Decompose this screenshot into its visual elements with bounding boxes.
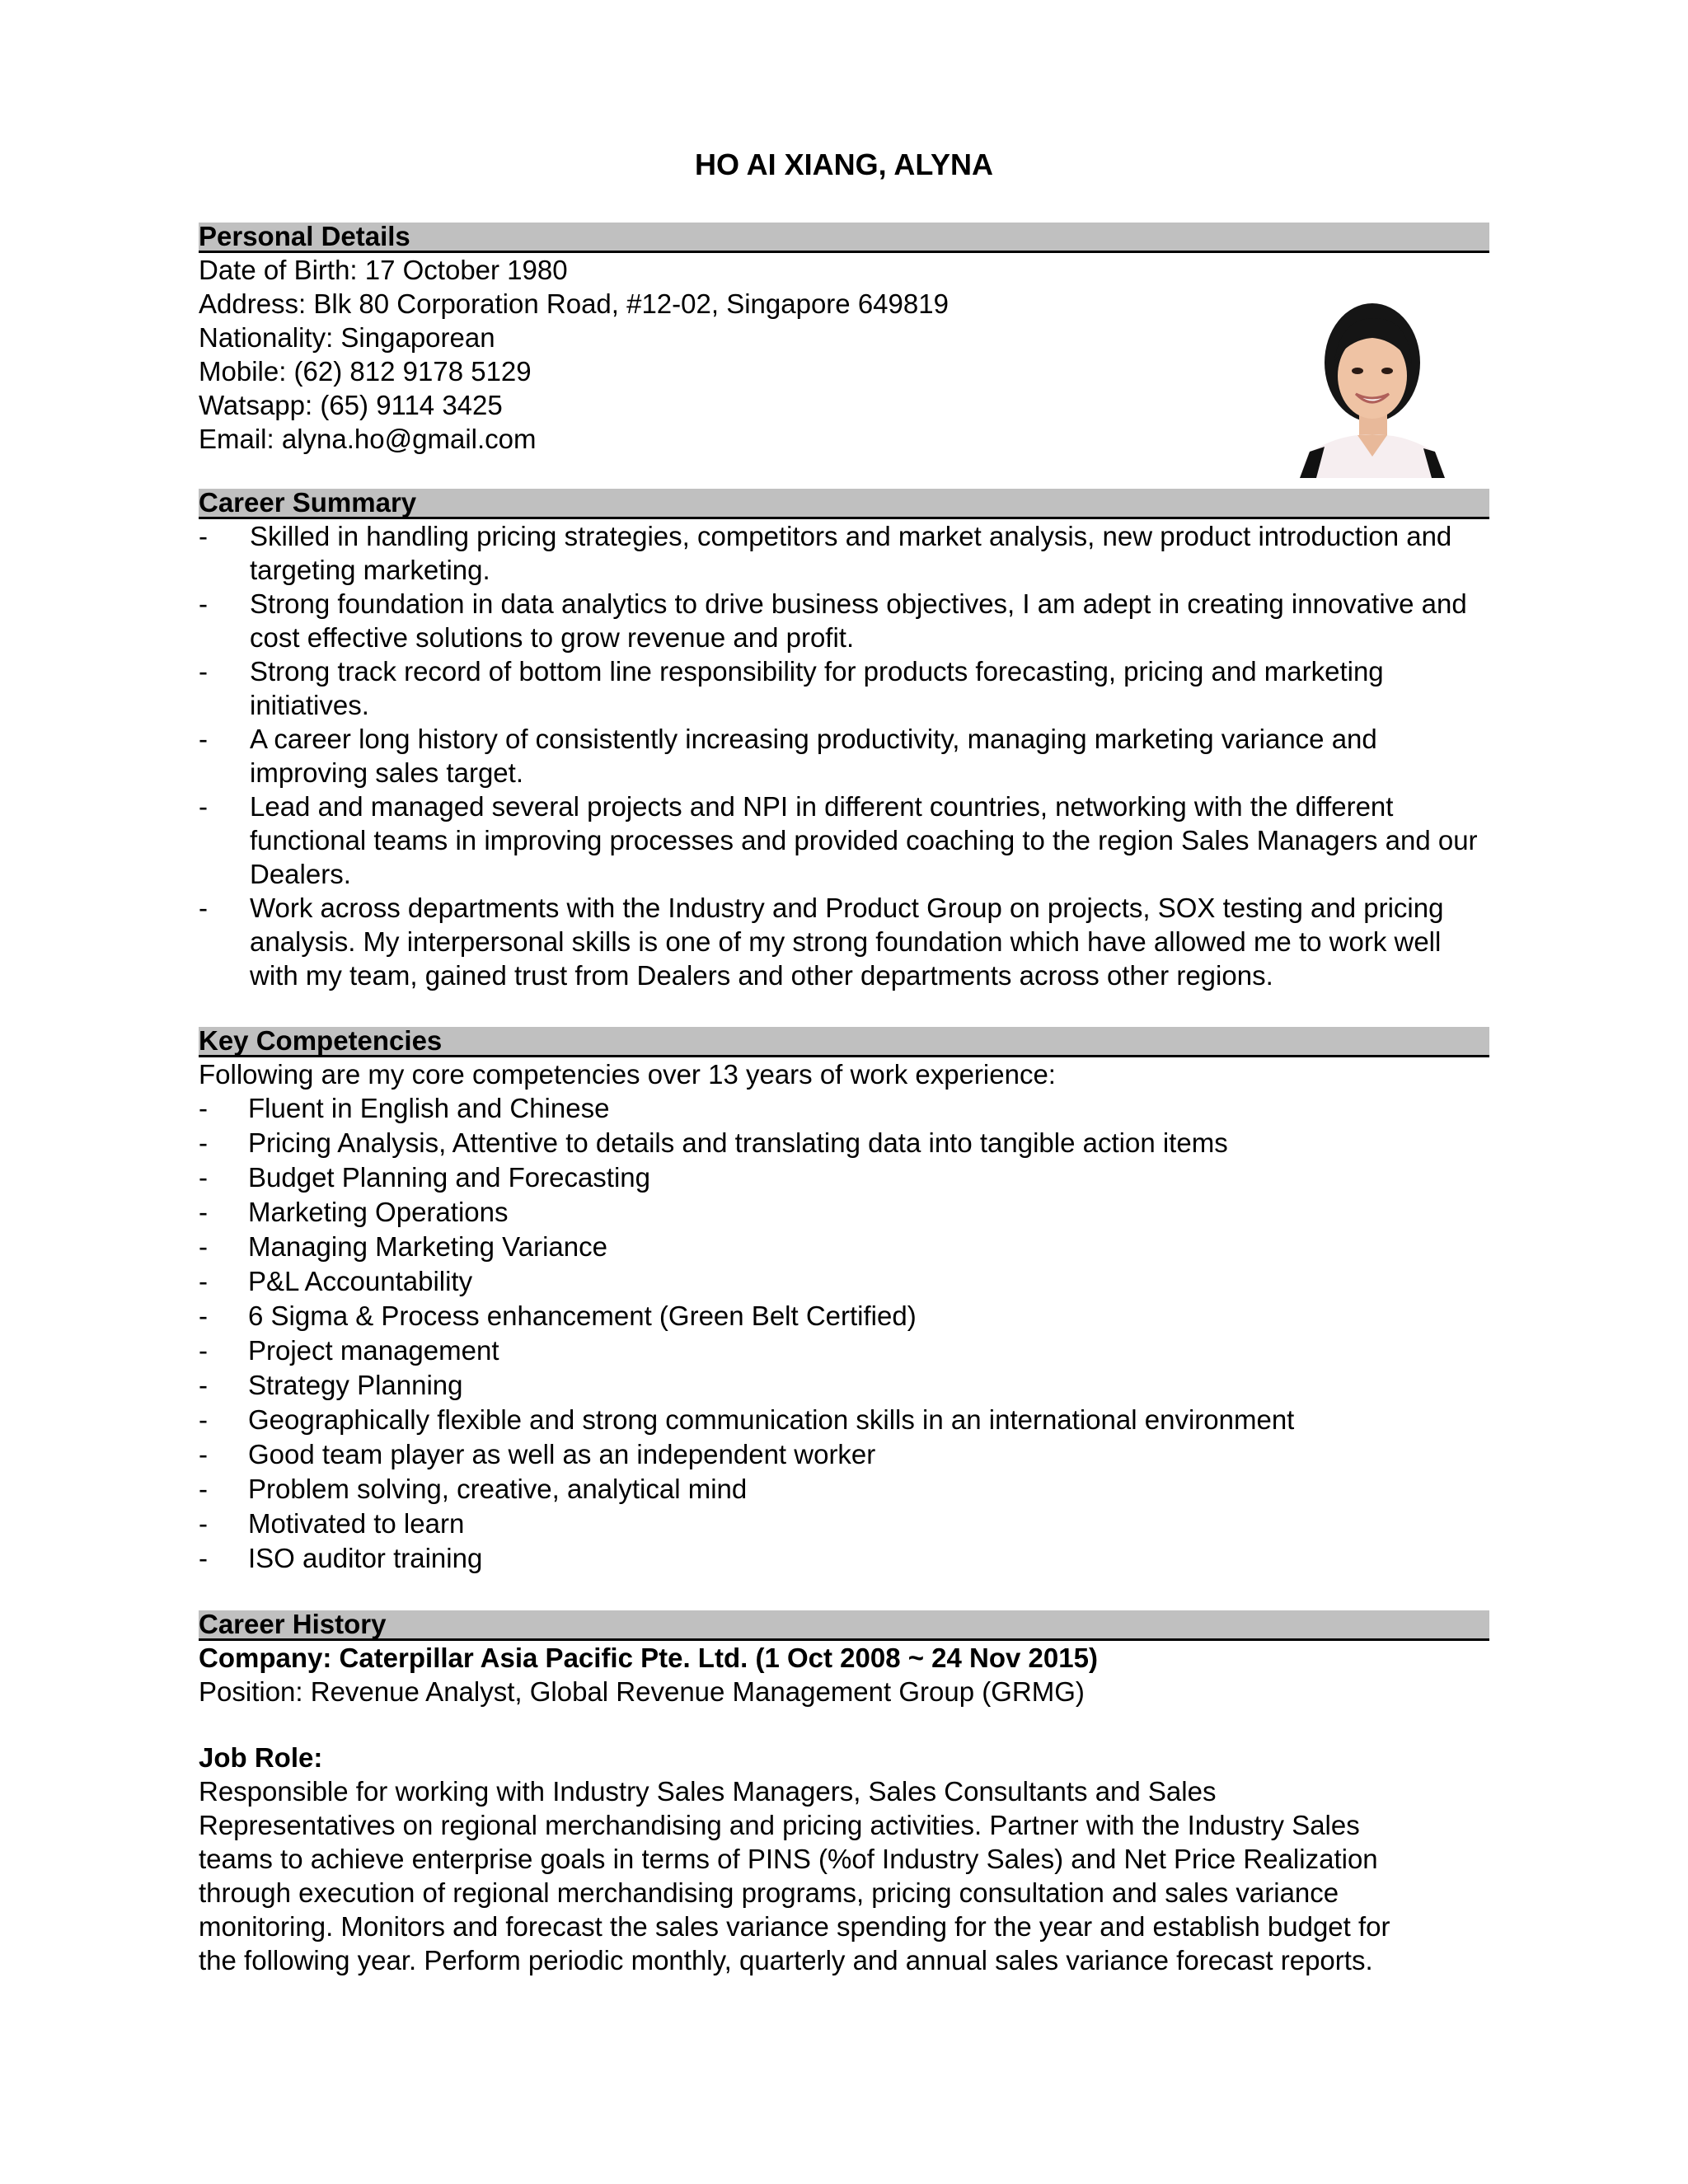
list-item: - ISO auditor training bbox=[199, 1543, 483, 1573]
candidate-name: HO AI XIANG, ALYNA bbox=[694, 148, 994, 181]
job-role-line: through execution of regional merchandising programs, pricing consultation and sales variance bbox=[199, 1877, 1339, 1908]
job-role-line: teams to achieve enterprise goals in terms of PINS (%of Industry Sales) and Net Price Realization bbox=[199, 1844, 1378, 1874]
job-role-line: the following year. Perform periodic monthly, quarterly and annual sales variance forecast reports. bbox=[199, 1945, 1373, 1975]
list-item: - Problem solving, creative, analytical mind bbox=[199, 1474, 748, 1504]
job-role-line: monitoring. Monitors and forecast the sales variance spending for the year and establish budget for bbox=[199, 1911, 1390, 1942]
company-line: Company: Caterpillar Asia Pacific Pte. Ltd. (1 Oct 2008 ~ 24 Nov 2015) bbox=[199, 1643, 1098, 1673]
list-item: - Fluent in English and Chinese bbox=[199, 1093, 610, 1123]
job-role-line: Responsible for working with Industry Sales Managers, Sales Consultants and Sales bbox=[199, 1776, 1217, 1807]
section-heading-personal: Personal Details bbox=[199, 223, 1489, 253]
list-item: - Work across departments with the Industry and Product Group on projects, SOX testing and pricing analysis. My interpersonal skills is one of my strong foundation which have allowed me to work well with my team, gained trust from Dealers and other departments across other regions. bbox=[199, 893, 1444, 991]
key-competencies-section bbox=[199, 1027, 1489, 1576]
list-item: - Skilled in handling pricing strategies, competitors and market analysis, new product introduction and targeting marketing. bbox=[199, 521, 1452, 585]
career-summary-section bbox=[199, 489, 1489, 992]
list-item: - 6 Sigma & Process enhancement (Green Belt Certified) bbox=[199, 1301, 917, 1331]
list-item: - A career long history of consistently increasing productivity, managing marketing variance and improving sales target. bbox=[199, 724, 1377, 788]
list-item: - P&L Accountability bbox=[199, 1266, 473, 1296]
list-item: - Budget Planning and Forecasting bbox=[199, 1162, 651, 1193]
nationality-line: Nationality: Singaporean bbox=[199, 322, 495, 353]
career-history-section bbox=[199, 1610, 1489, 1977]
list-item: - Pricing Analysis, Attentive to details and translating data into tangible action items bbox=[199, 1127, 1228, 1158]
list-item: - Marketing Operations bbox=[199, 1197, 509, 1227]
list-item: - Good team player as well as an independent worker bbox=[199, 1439, 876, 1469]
list-item: - Geographically flexible and strong communication skills in an international environment bbox=[199, 1404, 1295, 1435]
list-item: - Managing Marketing Variance bbox=[199, 1231, 607, 1262]
section-heading-history: Career History bbox=[199, 1610, 1489, 1641]
dob-line: Date of Birth: 17 October 1980 bbox=[199, 255, 568, 285]
address-line: Address: Blk 80 Corporation Road, #12-02, Singapore 649819 bbox=[199, 288, 949, 319]
list-item: - Motivated to learn bbox=[199, 1508, 465, 1539]
list-item: - Lead and managed several projects and NPI in different countries, networking with the different functional teams in improving processes and provided coaching to the region Sales Managers and our Dealers. bbox=[199, 791, 1478, 889]
email-line: Email: alyna.ho@gmail.com bbox=[199, 424, 537, 454]
watsapp-line: Watsapp: (65) 9114 3425 bbox=[199, 390, 503, 420]
list-item: - Strong foundation in data analytics to drive business objectives, I am adept in creating innovative and cost effective solutions to grow revenue and profit. bbox=[199, 588, 1467, 653]
profile-photo bbox=[1292, 288, 1453, 478]
competencies-intro: Following are my core competencies over 13 years of work experience: bbox=[199, 1059, 1056, 1090]
resume-page bbox=[199, 148, 1489, 1977]
section-heading-summary: Career Summary bbox=[199, 489, 1489, 519]
mobile-line: Mobile: (62) 812 9178 5129 bbox=[199, 356, 532, 387]
section-heading-competencies: Key Competencies bbox=[199, 1027, 1489, 1057]
list-item: - Strong track record of bottom line responsibility for products forecasting, pricing and marketing initiatives. bbox=[199, 656, 1384, 720]
list-item: - Project management bbox=[199, 1335, 499, 1366]
list-item: - Strategy Planning bbox=[199, 1370, 463, 1400]
job-role-heading: Job Role: bbox=[199, 1742, 323, 1773]
position-line: Position: Revenue Analyst, Global Revenue Management Group (GRMG) bbox=[199, 1676, 1085, 1707]
personal-details-section bbox=[199, 223, 1489, 456]
job-role-line: Representatives on regional merchandising and pricing activities. Partner with the Industry Sales bbox=[199, 1810, 1360, 1840]
